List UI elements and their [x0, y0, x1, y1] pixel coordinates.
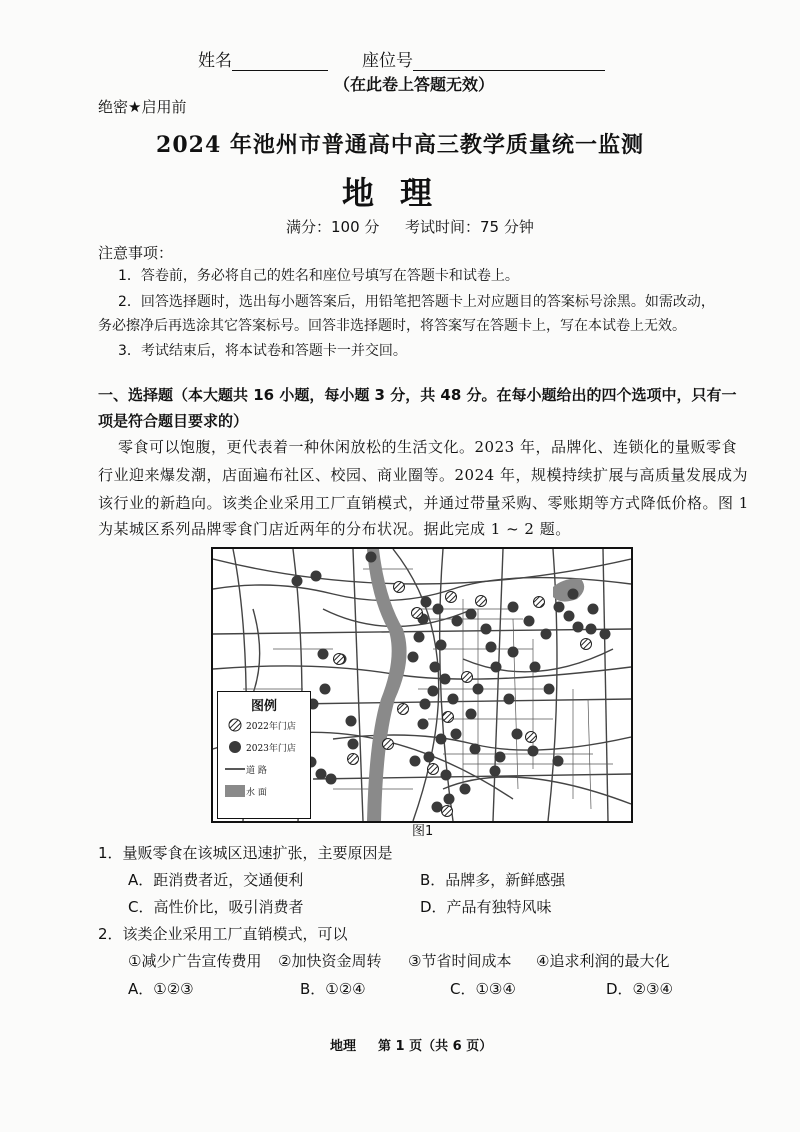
- note-item: 2．回答选择题时，选出每小题答案后，用铅笔把答题卡上对应题目的答案标号涂黑。如需改动，: [118, 294, 715, 310]
- store-2022-marker: [534, 597, 545, 608]
- store-2023-marker: [586, 624, 597, 635]
- passage-line: 为某城区系列品牌零食门店近两年的分布状况。据此完成 1 ~ 2 题。: [98, 520, 571, 538]
- passage-line: 零食可以饱腹，更代表着一种休闲放松的生活文化。2023 年，品牌化、连锁化的量贩零食: [118, 438, 737, 456]
- store-2023-marker: [466, 709, 477, 720]
- store-2023-marker: [320, 684, 331, 695]
- store-2022-marker: [526, 732, 537, 743]
- store-2023-marker: [544, 684, 555, 695]
- store-2023-marker: [292, 576, 303, 587]
- q2-statement-1: ①减少广告宣传费用: [128, 952, 262, 970]
- q2-statement-2: ②加快资金周转: [278, 952, 382, 970]
- store-2023-marker: [452, 616, 463, 627]
- note-item: 务必擦净后再选涂其它答案标号。回答非选择题时，将答案写在答题卡上，写在本试卷上无效。: [98, 318, 686, 334]
- passage-line: 行业迎来爆发潮，店面遍布社区、校园、商业圈等。2024 年，规模持续扩展与高质量发展成为: [98, 466, 748, 484]
- notes-heading: 注意事项：: [98, 244, 174, 262]
- store-2023-marker: [541, 629, 552, 640]
- store-2023-marker: [436, 734, 447, 745]
- store-2023-marker: [326, 774, 337, 785]
- legend-row-2023: [224, 736, 310, 758]
- legend-2022-stores: 2022年门店: [246, 721, 296, 732]
- subject-title: 地理: [341, 174, 458, 212]
- store-2023-marker: [418, 719, 429, 730]
- secret-label: 绝密★启用前: [98, 98, 187, 116]
- store-2022-marker: [348, 754, 359, 765]
- store-2023-marker: [528, 746, 539, 757]
- q2-option-c: C．①③④: [450, 980, 516, 998]
- q2-option-d: D．②③④: [606, 980, 673, 998]
- q1-option-d: D．产品有独特风味: [420, 898, 552, 916]
- store-2023-marker: [430, 662, 441, 673]
- legend-title: 图例: [250, 699, 277, 714]
- store-2022-marker: [398, 704, 409, 715]
- note-item: 1．答卷前，务必将自己的姓名和座位号填写在答题卡和试卷上。: [118, 268, 519, 284]
- q1-option-b: B．品牌多，新鲜感强: [420, 871, 566, 889]
- legend-2023-stores: 2023年门店: [246, 743, 296, 754]
- q1-option-c: C．高性价比，吸引消费者: [128, 898, 304, 916]
- store-2023-marker: [491, 662, 502, 673]
- store-2023-marker: [508, 647, 519, 658]
- store-2022-marker: [412, 608, 423, 619]
- invalid-note: （在此卷上答题无效）: [334, 75, 495, 94]
- q1-option-a: A．距消费者近，交通便利: [128, 871, 304, 889]
- store-2023-marker: [366, 552, 377, 563]
- legend-row-water: [224, 780, 310, 802]
- store-2023-marker: [504, 694, 515, 705]
- q2-statement-4: ④追求利润的最大化: [536, 952, 670, 970]
- store-distribution-map: [211, 547, 633, 823]
- store-2023-marker: [432, 802, 443, 813]
- question-1-stem: 1．量贩零食在该城区迅速扩张，主要原因是: [98, 844, 393, 862]
- store-2023-marker: [508, 602, 519, 613]
- store-2022-marker: [428, 764, 439, 775]
- time-info: 考试时间：75 分钟: [405, 218, 534, 236]
- seat-blank: [413, 52, 605, 71]
- store-2022-marker: [442, 806, 453, 817]
- section-heading-line2: 项是符合题目要求的）: [98, 412, 249, 430]
- store-2023-marker: [421, 597, 432, 608]
- store-2023-marker: [588, 604, 599, 615]
- store-2023-marker: [414, 632, 425, 643]
- store-2023-marker: [470, 744, 481, 755]
- store-2022-marker: [581, 639, 592, 650]
- store-2023-marker: [554, 602, 565, 613]
- store-2023-marker: [408, 652, 419, 663]
- name-blank: [232, 52, 328, 71]
- legend-row-road: [224, 758, 310, 780]
- map-legend: [217, 691, 311, 819]
- q2-option-b: B．①②④: [300, 980, 366, 998]
- seat-field: [362, 46, 605, 71]
- store-2023-marker: [473, 684, 484, 695]
- store-2022-marker: [462, 672, 473, 683]
- q2-option-a: A．①②③: [128, 980, 194, 998]
- store-2023-marker: [440, 674, 451, 685]
- legend-water: 水 面: [246, 787, 267, 798]
- store-2022-marker: [334, 654, 345, 665]
- store-2023-marker: [466, 609, 477, 620]
- seat-label: 座位号: [362, 51, 413, 71]
- passage-line: 该行业的新趋向。该类企业采用工厂直销模式，并通过带量采购、零账期等方式降低价格。图 1: [98, 494, 749, 512]
- store-2023-marker: [433, 604, 444, 615]
- store-2022-marker: [476, 596, 487, 607]
- footer-page: 第 1 页（共 6 页）: [378, 1039, 493, 1054]
- footer-subject: 地理: [330, 1039, 357, 1054]
- score-info: 满分：100 分: [286, 218, 380, 236]
- store-2023-marker: [316, 769, 327, 780]
- name-field: [198, 46, 328, 71]
- figure-caption: 图1: [412, 824, 434, 839]
- store-2023-marker: [553, 756, 564, 767]
- legend-row-2022: [224, 714, 310, 736]
- q2-statement-3: ③节省时间成本: [408, 952, 512, 970]
- store-2023-marker: [346, 716, 357, 727]
- name-label: 姓名: [198, 51, 232, 71]
- store-2022-marker: [383, 739, 394, 750]
- question-2-stem: 2．该类企业采用工厂直销模式，可以: [98, 925, 348, 943]
- section-heading-line1: 一、选择题（本大题共 16 小题，每小题 3 分，共 48 分。在每小题给出的四个选项中，只有一: [98, 386, 737, 404]
- legend-road: 道 路: [246, 765, 267, 776]
- store-2023-marker: [451, 729, 462, 740]
- store-2022-marker: [446, 592, 457, 603]
- store-2023-marker: [448, 694, 459, 705]
- store-2023-marker: [573, 622, 584, 633]
- store-2023-marker: [530, 662, 541, 673]
- store-2023-marker: [318, 649, 329, 660]
- store-2023-marker: [512, 729, 523, 740]
- store-2023-marker: [436, 640, 447, 651]
- store-2022-marker: [394, 582, 405, 593]
- store-2023-marker: [568, 589, 579, 600]
- store-2023-marker: [481, 624, 492, 635]
- store-2022-marker: [443, 712, 454, 723]
- store-2023-marker: [424, 752, 435, 763]
- store-2023-marker: [490, 766, 501, 777]
- store-2023-marker: [441, 770, 452, 781]
- store-2023-marker: [460, 784, 471, 795]
- store-2023-marker: [444, 794, 455, 805]
- store-2023-marker: [420, 699, 431, 710]
- store-2023-marker: [564, 611, 575, 622]
- lake: [553, 579, 584, 602]
- store-2023-marker: [486, 642, 497, 653]
- exam-title: 2024 年池州市普通高中高三教学质量统一监测: [156, 132, 644, 158]
- store-2023-marker: [311, 571, 322, 582]
- store-2023-marker: [348, 739, 359, 750]
- store-2023-marker: [524, 616, 535, 627]
- note-item: 3．考试结束后，将本试卷和答题卡一并交回。: [118, 343, 407, 359]
- store-2023-marker: [495, 752, 506, 763]
- store-2023-marker: [600, 629, 611, 640]
- store-2023-marker: [410, 756, 421, 767]
- store-2023-marker: [428, 686, 439, 697]
